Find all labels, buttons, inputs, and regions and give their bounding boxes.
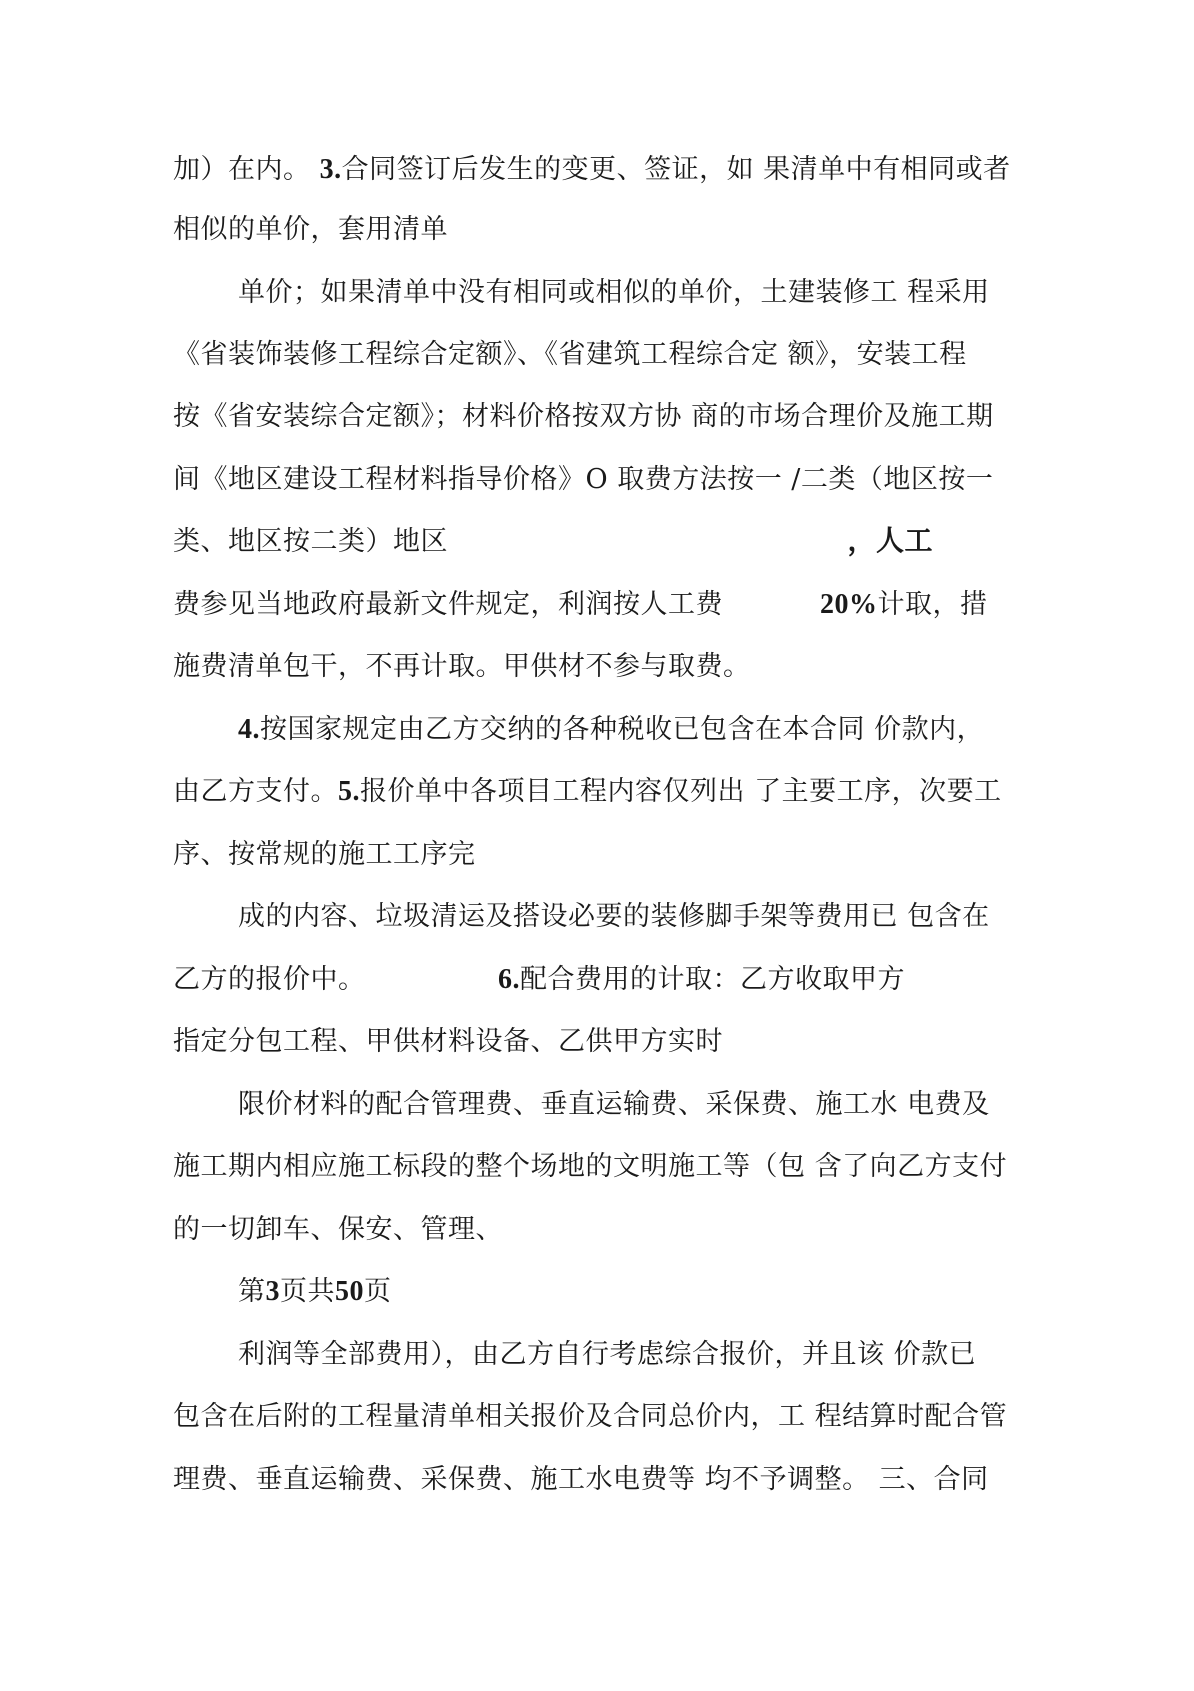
text-line [173,775,1002,809]
text-run: 的一切卸车、保安、管理、 [173,1214,503,1245]
bold-run: 4. [238,714,260,745]
text-run: 限价材料的配合管理费、垂直运输费、采保费、施工水 电费及 [238,1089,990,1120]
text-run: 成的内容、垃圾清运及搭设必要的装修脚手架等费用已 包含在 [238,901,990,932]
text-run: 页 [364,1276,392,1307]
text-run: 计取，措 [877,589,988,620]
text-run: 指定分包工程、甲供材料设备、乙供甲方实时 [173,1026,723,1057]
text-line [847,525,933,559]
text-run: 类、地区按二类）地区 [173,526,448,557]
text-run: 第 [238,1276,266,1307]
text-line [173,463,993,497]
text-line [238,1088,990,1122]
text-run: 《省装饰装修工程综合定额》、《省建筑工程综合定 额》，安装工程 [173,339,967,370]
text-run: 单价；如果清单中没有相同或相似的单价，土建装修工 程采用 [238,277,990,308]
text-line [173,1025,723,1059]
text-line [238,900,990,934]
text-line [173,1400,1007,1434]
bold-run: ，人工 [847,526,933,557]
text-line [238,1338,976,1372]
text-run: 利润等全部费用），由乙方自行考虑综合报价，并且该 价款已 [238,1339,977,1370]
text-run: 包含在后附的工程量清单相关报价及合同总价内，工 程结算时配合管 [173,1401,1008,1432]
text-line [173,963,366,997]
bold-run: 6. [498,964,520,995]
bold-run: 50 [335,1276,364,1307]
bold-run: 20% [820,589,878,620]
text-run: 页共 [280,1276,335,1307]
text-run: 间《地区建设工程材料指导价格》O 取费方法按一 /二类（地区按一 [173,464,994,495]
text-line [173,1463,989,1497]
text-run: 乙方的报价中。 [173,964,366,995]
text-run: 按国家规定由乙方交纳的各种税收已包含在本合同 价款内， [260,714,985,745]
text-line [173,588,723,622]
text-line [173,1213,503,1247]
text-run: 加）在内。 [173,154,320,185]
text-line [238,713,984,747]
text-line [173,153,1011,187]
text-line [238,1275,392,1309]
text-run: 按《省安装综合定额》；材料价格按双方协 商的市场合理价及施工期 [173,401,994,432]
text-line [173,338,967,372]
text-line [173,650,751,684]
text-line [173,400,994,434]
text-line [173,838,476,872]
bold-run: 3. [319,154,342,185]
text-run: 序、按常规的施工工序完 [173,839,476,870]
text-run: 施费清单包干，不再计取。甲供材不参与取费。 [173,651,751,682]
text-line [173,213,448,247]
text-run: 报价单中各项目工程内容仅列出 了主要工序，次要工 [360,776,1002,807]
text-run: 相似的单价，套用清单 [173,214,448,245]
text-run: 由乙方支付。 [173,776,338,807]
text-line [173,525,448,559]
bold-run: 3 [265,1276,280,1307]
text-run: 施工期内相应施工标段的整个场地的文明施工等（包 含了向乙方支付 [173,1151,1008,1182]
text-run: 理费、垂直运输费、采保费、施工水电费等 均不予调整。 三、合同 [173,1464,989,1495]
text-line [238,276,990,310]
text-run: 费参见当地政府最新文件规定，利润按人工费 [173,589,723,620]
text-run: 配合费用的计取：乙方收取甲方 [520,964,905,995]
text-line [820,588,988,622]
text-line [173,1150,1007,1184]
bold-run: 5. [338,776,360,807]
text-line [498,963,905,997]
text-run: 合同签订后发生的变更、签证，如 果清单中有相同或者 [341,154,1011,185]
